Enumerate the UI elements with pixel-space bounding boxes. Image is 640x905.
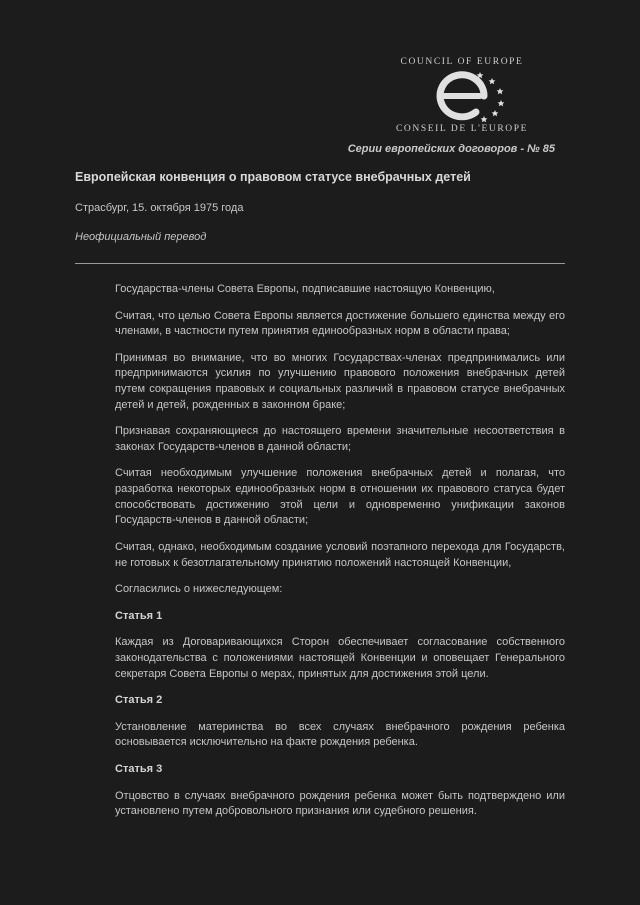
document-title: Европейская конвенция о правовом статусе внебрачных детей (75, 170, 471, 184)
article-heading: Статья 2 (115, 694, 163, 707)
paragraph: Считая необходимым улучшение положения внебрачных детей и полагая, что разработка некоторых единообразных норм в отношении их правового статуса будет способствовать достижению этой цели и одновременно унификации законов Государств-членов в данной области; (115, 467, 565, 527)
paragraph: Отцовство в случаях внебрачного рождения ребенка может быть подтверждено или установлено путем добровольного признания или судебного решения. (115, 789, 565, 818)
document-content (75, 170, 565, 831)
paragraph: Признавая сохраняющиеся до настоящего времени значительные несоответствия в законах Государств-членов в данной области; (115, 425, 565, 453)
article-heading: Статья 1 (115, 609, 163, 622)
paragraph: Считая, что целью Совета Европы является достижение большего единства между его членами, в частности путем принятия единообразных норм в области права; (115, 309, 565, 338)
council-of-europe-emblem-icon (414, 70, 510, 122)
paragraph: Принимая во внимание, что во многих Государствах-членах предпринимались или предпринимаются усилия по улучшению правового положения внебрачных детей путем сокращения правовых и социальных различий в правовом статусе внебрачных детей и детей, рожденных в законном браке; (115, 351, 565, 411)
paragraph: Считая, однако, необходимым создание условий поэтапного перехода для Государств, не готовых к безотлагательному принятию положений настоящей Конвенции, (115, 540, 565, 569)
unofficial-translation-note: Неофициальный перевод (75, 231, 207, 243)
horizontal-divider (75, 263, 565, 264)
logo-top-caption: COUNCIL OF EUROPE (400, 57, 524, 67)
paragraph: Установление материнства во всех случаях внебрачного рождения ребенка основывается исключительно на факте рождения ребенка. (115, 720, 565, 749)
paragraph: Согласились о нижеследующем: (115, 583, 283, 596)
paragraph: Государства-члены Совета Европы, подписавшие настоящую Конвенцию, (115, 283, 495, 295)
place-and-date: Страсбург, 15. октября 1975 года (75, 202, 244, 214)
article-heading: Статья 3 (115, 763, 163, 776)
treaty-series-number: Серии европейских договоров - № 85 (347, 143, 555, 155)
council-of-europe-logo (367, 57, 557, 134)
paragraph: Каждая из Договаривающихся Сторон обеспечивает согласование собственного законодательства с положениями настоящей Конвенции и оповещает Генерального секретаря Совета Европы о мерах, принятых для достижения этой цели. (115, 636, 565, 680)
logo-bottom-caption: CONSEIL DE L'EUROPE (395, 124, 529, 134)
document-body (115, 282, 565, 820)
